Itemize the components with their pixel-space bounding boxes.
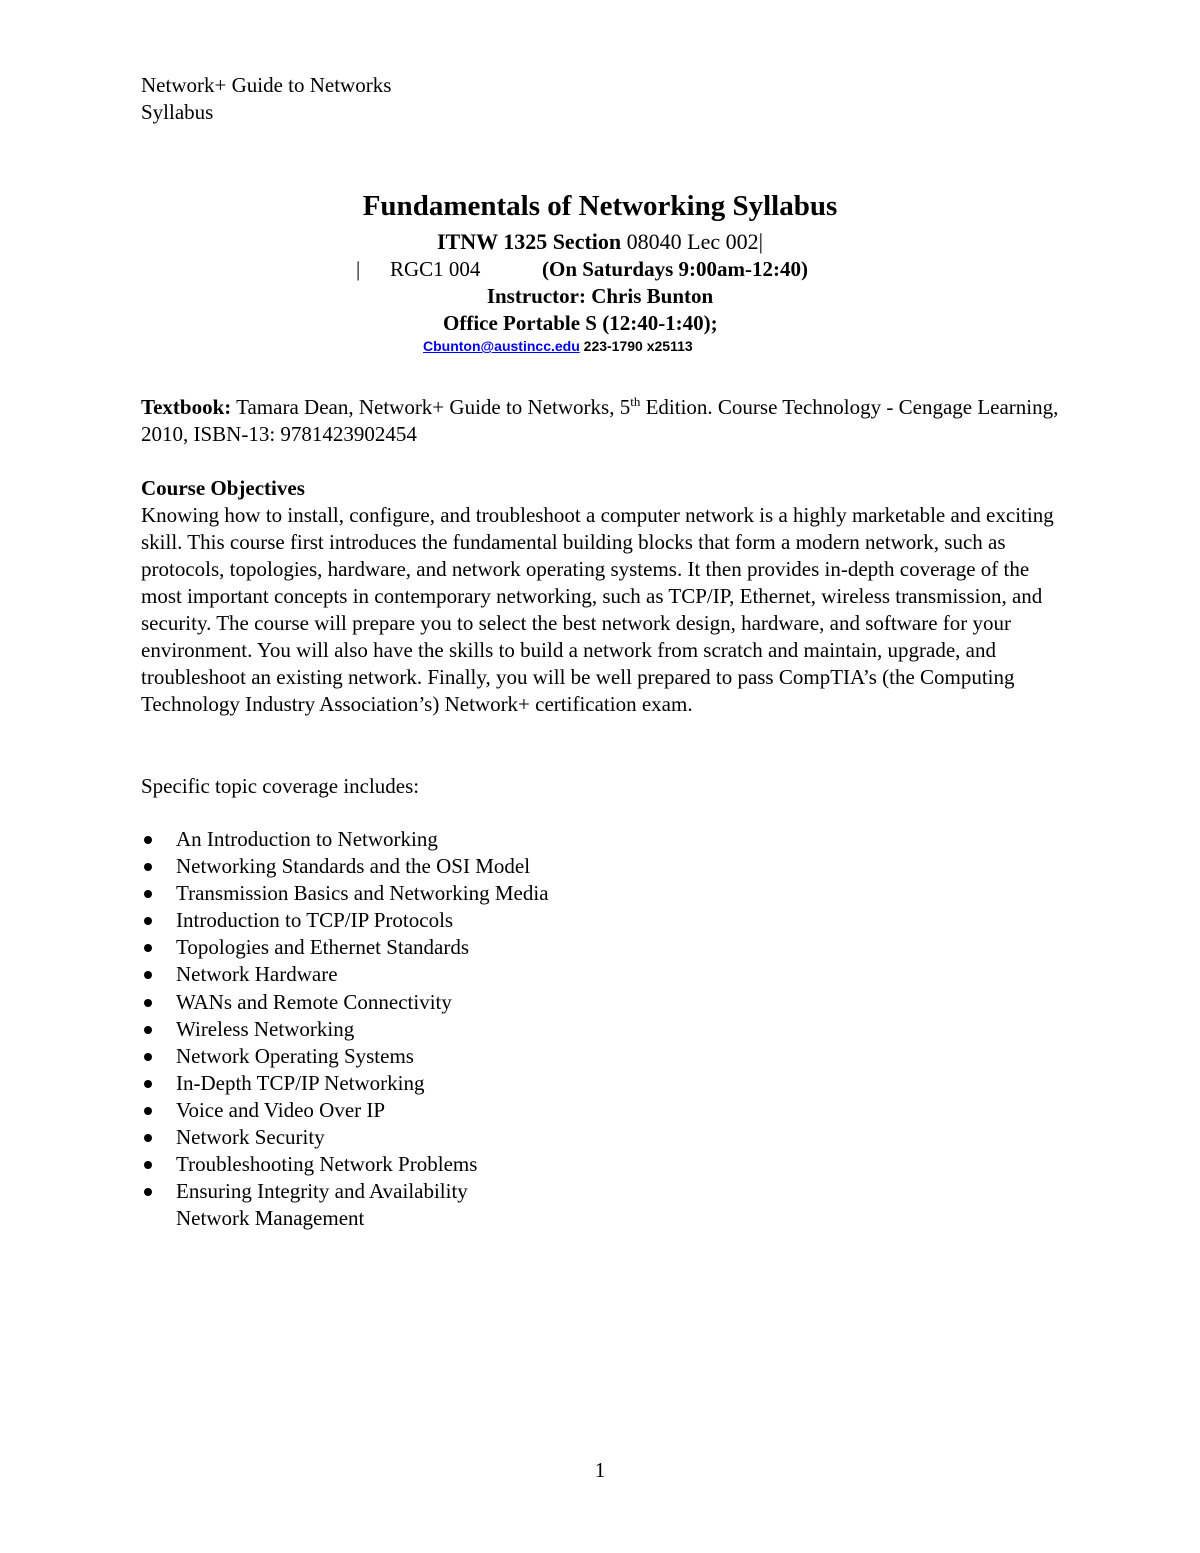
- bullet-icon: [144, 917, 152, 925]
- bullet-icon: [144, 1053, 152, 1061]
- list-item: Network Security: [141, 1124, 549, 1151]
- textbook-text-2: Edition. Course Technology - Cengage Learning, 2010, ISBN-13: 9781423902454: [141, 395, 1059, 446]
- class-schedule: (On Saturdays 9:00am-12:40): [542, 257, 808, 281]
- topics-intro: Specific topic coverage includes:: [141, 774, 420, 798]
- textbook-text-1: Tamara Dean, Network+ Guide to Networks, 5: [231, 395, 631, 419]
- list-item: Voice and Video Over IP: [141, 1097, 549, 1124]
- bullet-icon: [144, 944, 152, 952]
- course-details: 08040 Lec 002|: [621, 229, 764, 254]
- list-item: Introduction to TCP/IP Protocols: [141, 907, 549, 934]
- list-item-continuation: Network Management: [176, 1206, 365, 1231]
- list-item: In-Depth TCP/IP Networking: [141, 1070, 549, 1097]
- list-item: Transmission Basics and Networking Media: [141, 880, 549, 907]
- list-item: Networking Standards and the OSI Model: [141, 853, 549, 880]
- contact-line: [423, 336, 693, 356]
- textbook-label: Textbook:: [141, 395, 232, 419]
- header-title: Network+ Guide to Networks: [141, 73, 392, 97]
- bullet-icon: [144, 1161, 152, 1169]
- list-item: Ensuring Integrity and Availability: [141, 1178, 549, 1205]
- header-subtitle: Syllabus: [141, 100, 214, 124]
- bullet-icon: [144, 971, 152, 979]
- document-title: Fundamentals of Networking Syllabus: [362, 190, 838, 222]
- course-section-line: [0, 228, 1200, 256]
- instructor-email-link[interactable]: Cbunton@austincc.edu: [423, 338, 580, 354]
- bullet-icon: [144, 890, 152, 898]
- separator: |: [356, 257, 361, 281]
- bullet-icon: [144, 1188, 152, 1196]
- list-item: Network Hardware: [141, 961, 549, 988]
- bullet-icon: [144, 1026, 152, 1034]
- page-number: 1: [594, 1458, 606, 1482]
- topic-list: [141, 826, 549, 1232]
- room-number: RGC1 004: [390, 257, 481, 281]
- running-header: [141, 72, 391, 126]
- instructor-line: Instructor: Chris Bunton: [486, 284, 714, 308]
- bullet-icon: [144, 1134, 152, 1142]
- objectives-heading: Course Objectives: [141, 476, 305, 500]
- list-item: Troubleshooting Network Problems: [141, 1151, 549, 1178]
- textbook-paragraph: [141, 394, 1061, 448]
- list-item: Network Operating Systems: [141, 1043, 549, 1070]
- bullet-icon: [144, 863, 152, 871]
- list-item: WANs and Remote Connectivity: [141, 989, 549, 1016]
- list-item: Wireless Networking: [141, 1016, 549, 1043]
- office-hours-line: Office Portable S (12:40-1:40);: [443, 311, 718, 335]
- list-item: An Introduction to Networking: [141, 826, 549, 853]
- list-item: Topologies and Ethernet Standards: [141, 934, 549, 961]
- course-label: ITNW 1325 Section: [436, 229, 622, 254]
- bullet-icon: [144, 836, 152, 844]
- instructor-phone: 223-1790 x25113: [579, 338, 693, 354]
- objectives-paragraph: Knowing how to install, configure, and troubleshoot a computer network is a highly marketable and exciting skill. This course first introduces the fundamental building blocks that form a modern network, such as protocols, topologies, hardware, and network operating systems. It then provides in-depth coverage of the most important concepts in contemporary networking, such as TCP/IP, Ethernet, wireless transmission, and security. The course will prepare you to select the best network design, hardware, and software for your environment. You will also have the skills to build a network from scratch and maintain, upgrade, and troubleshoot an existing network. Finally, you will be well prepared to pass CompTIA’s (the Computing Technology Industry Association’s) Network+ certification exam.: [141, 503, 1054, 716]
- bullet-icon: [144, 1107, 152, 1115]
- room-schedule-line: [356, 255, 808, 283]
- edition-superscript: th: [630, 394, 641, 409]
- bullet-icon: [144, 1080, 152, 1088]
- bullet-icon: [144, 999, 152, 1007]
